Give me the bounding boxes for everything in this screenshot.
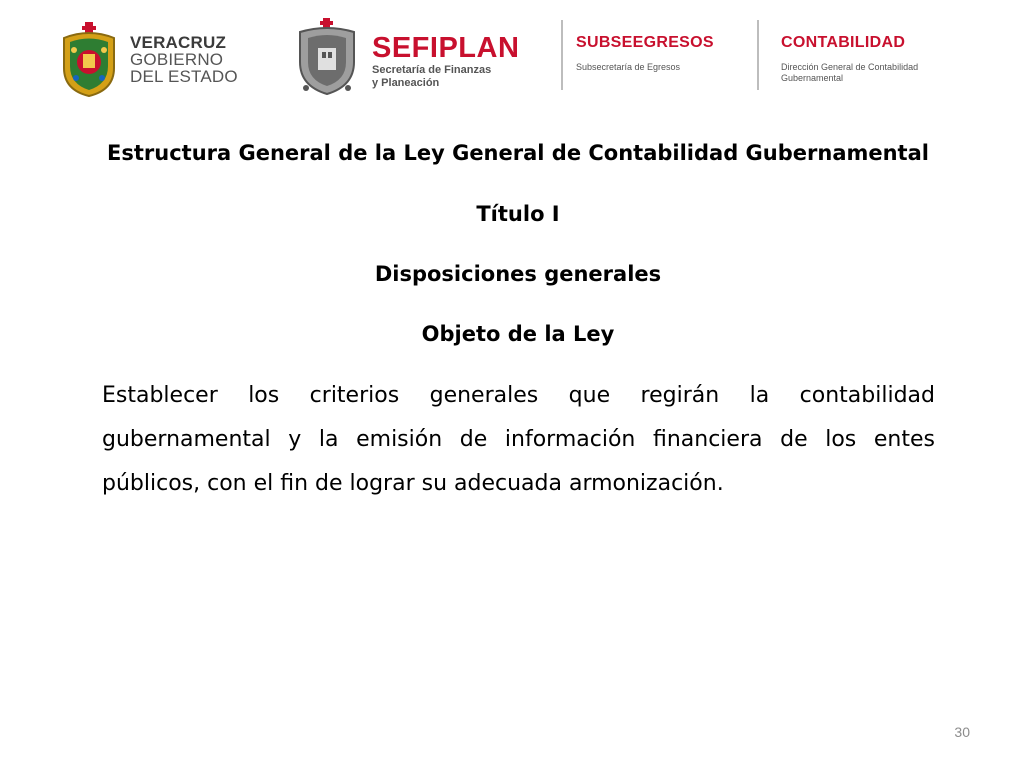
veracruz-shield-icon <box>56 20 122 98</box>
veracruz-line3: DEL ESTADO <box>130 67 238 86</box>
slide-heading: Estructura General de la Ley General de Contabilidad Gubernamental <box>107 141 929 165</box>
slide-header <box>0 0 1024 110</box>
veracruz-line1: VERACRUZ <box>130 33 227 52</box>
subtitle-label: Disposiciones generales <box>374 262 662 286</box>
veracruz-line2: GOBIERNO <box>130 50 224 69</box>
header-divider <box>561 20 563 90</box>
header-divider <box>757 20 759 90</box>
veracruz-wordmark <box>130 34 238 85</box>
sefiplan-subtitle <box>372 64 491 90</box>
contabilidad-name: CONTABILIDAD <box>781 34 906 51</box>
sefiplan-title: SEFIPLAN <box>372 32 520 64</box>
contabilidad-desc <box>781 62 918 84</box>
sefiplan-logo <box>288 14 538 104</box>
sefiplan-subtitle-line2: y Planeación <box>372 77 440 89</box>
subseegresos-logo <box>576 34 714 73</box>
sefiplan-shield-icon <box>292 18 362 98</box>
contabilidad-logo <box>781 34 918 84</box>
sefiplan-subtitle-line1: Secretaría de Finanzas <box>372 64 492 76</box>
subseegresos-desc: Subsecretaría de Egresos <box>576 62 681 72</box>
page-number: 30 <box>954 724 970 740</box>
section-label: Objeto de la Ley <box>421 322 615 346</box>
veracruz-logo <box>52 18 237 100</box>
contabilidad-desc-line1: Dirección General de Contabilidad <box>781 62 919 72</box>
body-paragraph: Establecer los criterios generales que regirán la contabilidad gubernamental y la emisión de información financiera de los entes públicos, con el fin de lograr su adecuada armonización. <box>102 383 935 496</box>
contabilidad-desc-line2: Gubernamental <box>781 73 844 83</box>
subseegresos-name: SUBSEEGRESOS <box>576 34 714 51</box>
title-label: Título I <box>476 202 560 226</box>
